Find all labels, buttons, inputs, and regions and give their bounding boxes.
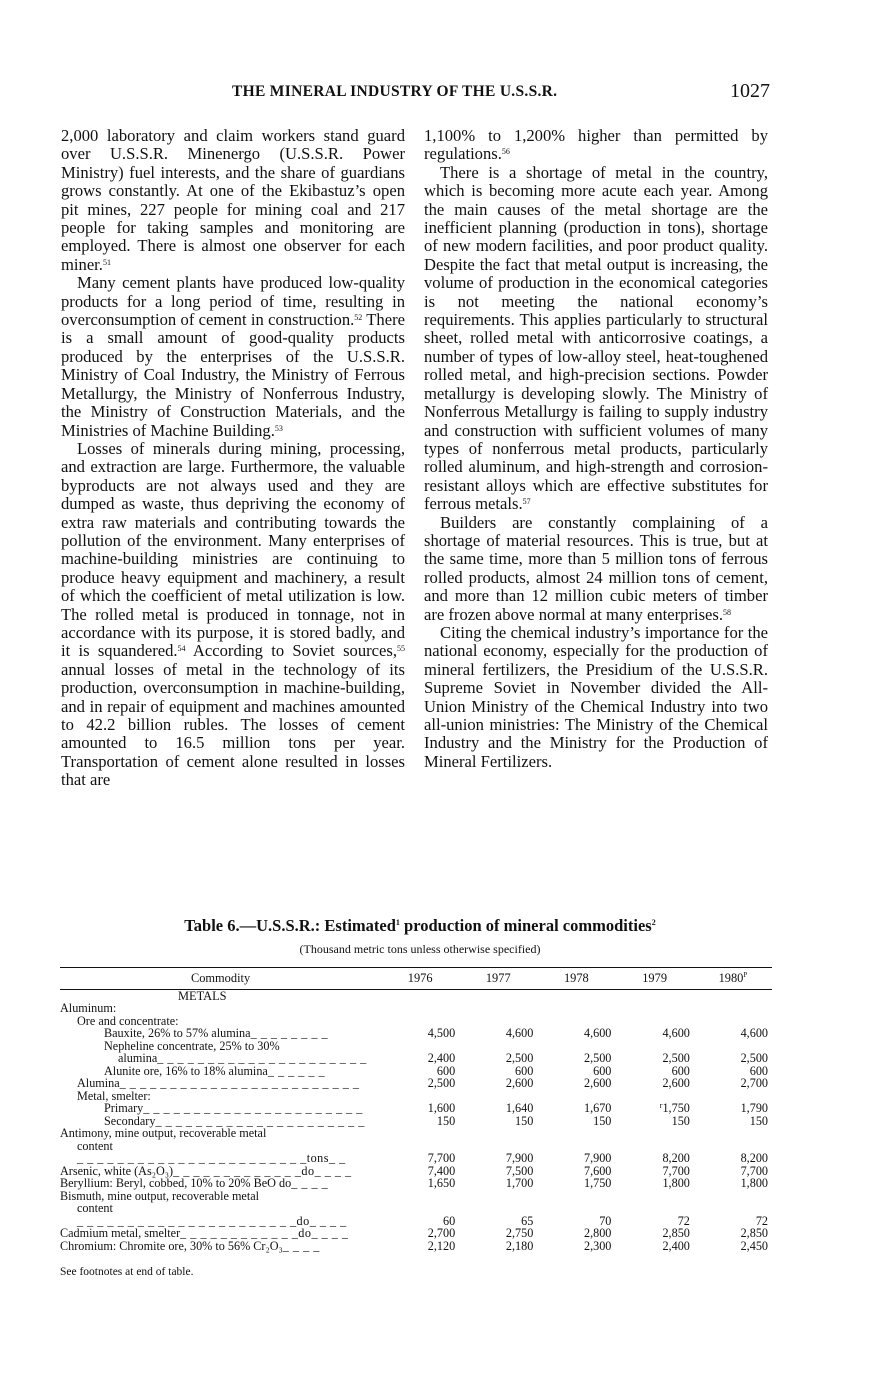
- value-1977: 7,500: [505, 1163, 534, 1178]
- header-1980: [694, 968, 772, 989]
- value-1979: 7,700: [662, 1163, 690, 1178]
- value-1980: 150: [749, 1113, 768, 1128]
- paragraph-text: Losses of minerals during mining, processing, and extraction are large. Furthermore, the valuable byproducts are not always used and they are dumped as waste, thus depriving the economy of extra raw materials and contributing towards the pollution of the environment. Many enterprises of machine-building ministries are continuing to produce heavy equipment and machinery, a result of which the coefficient of metal utilization is low. The rolled metal is produced in tonnage, not in accordance with its purpose, it is stored badly, and it is squandered.: [61, 438, 405, 661]
- footnote-ref: 58: [723, 607, 732, 617]
- footnote-ref: 57: [522, 497, 531, 507]
- value-1980: 2,450: [740, 1238, 768, 1253]
- value-1980: 7,700: [740, 1163, 768, 1178]
- paragraph-text: 1,100% to 1,200% higher than permitted by regulations.: [424, 126, 768, 164]
- header-1976: 1976: [407, 971, 433, 985]
- right-paragraph: [424, 514, 768, 624]
- paragraph-text: There is a small amount of good-quality products produced by the enterprises of the U.S.S.R. Ministry of Coal Industry, the Ministry of Ferrous Metallurgy, the Ministry of Nonferrous Industry, the Ministry of Construction Materials, and the Ministries of Machine Building.: [61, 310, 405, 440]
- dot-leader: _ _ _ _ _ _ _ _ _ _ _ _ _ _ _ _ _ _ _ _ _ _ _ _: [119, 1076, 360, 1090]
- value-1976: 600: [436, 1063, 456, 1078]
- value-1978: 70: [599, 1213, 612, 1228]
- footnote-ref: 54: [177, 644, 186, 654]
- dot-leader: _ _ _ _ _ _ _ _: [250, 1026, 329, 1040]
- header-1980-preliminary-mark: P: [743, 971, 748, 979]
- value-1978: 7,600: [583, 1163, 612, 1178]
- value-1976: 2,120: [427, 1238, 456, 1253]
- value-1977: 150: [515, 1113, 534, 1128]
- table-title-footnote-2: 2: [651, 918, 656, 927]
- value-1980: [694, 1002, 772, 1015]
- value-1980: 8,200: [740, 1151, 768, 1165]
- value-1980: 2,700: [740, 1076, 768, 1090]
- commodity-label: Alunite ore, 16% to 18% alumina: [104, 1063, 268, 1078]
- value-1978: 600: [593, 1063, 612, 1078]
- value-1978: 1,670: [583, 1101, 612, 1115]
- dot-leader: _ _ _ _ _ _ _ _ _ _ _ _do_ _ _ _: [180, 1226, 349, 1240]
- paragraph-text: annual losses of metal in the technology of its production, overconsumption in machine-building, and in repair of equipment and machines amounted to 42.2 billion rubles. The losses of cement amounted to 16.5 million tons per year. Transportation of cement alone resulted in losses that are: [61, 659, 405, 790]
- value-1977: 4,600: [505, 1026, 534, 1040]
- value-1977: [459, 1002, 537, 1015]
- footnote-ref: 55: [396, 644, 405, 654]
- table-subtitle: (Thousand metric tons unless otherwise specified): [299, 942, 541, 956]
- header-1977: 1977: [485, 971, 511, 985]
- dot-leader: _ _ _ _ _ _ _ _ _ _ _ _ _ _ _ _ _ _ _ _ _ _do_ _ _ _: [77, 1213, 347, 1228]
- value-1980: [694, 1190, 772, 1203]
- commodity-label: Beryllium: Beryl, cobbed, 10% to 20% BeO do: [60, 1176, 292, 1190]
- value-1977: 7,900: [505, 1151, 534, 1165]
- value-1976: 60: [443, 1213, 456, 1228]
- value-1977: 2,750: [505, 1226, 534, 1240]
- value-1978: [537, 1002, 615, 1015]
- paragraph-text: There is a shortage of metal in the country, which is becoming more acute each year. Among the main causes of the metal shortage are the inefficient planning (production in tons), shortage of new modern facilities, and poor product quality. Despite the fact that metal output is increasing, the volume of production in the economical categories is not meeting the national economy’s requirements. This applies particularly to structural sheet, rolled metal with anticorrosive coatings, a number of types of low-alloy steel, heat-toughened rolled metal, and high-precision sections. Powder metallurgy is developing slowly. The Ministry of Nonferrous Metallurgy is failing to supply industry and construction with sufficient volumes of many types of nonferrous metal products, particularly rolled aluminum, and high-strength and corrosion-resistant alloys which are effective substitutes for ferrous metals.: [424, 162, 768, 514]
- footnote-ref: 51: [102, 257, 111, 267]
- value-1978: 7,900: [583, 1151, 612, 1165]
- left-paragraph: [61, 440, 405, 790]
- dot-leader: _ _ _ _ _ _ _ _ _ _ _ _ _ _ _ _ _ _ _ _ _ _ _tons_ _: [77, 1151, 346, 1165]
- right-paragraph: [424, 624, 768, 771]
- value-1979: 2,850: [662, 1226, 690, 1240]
- value-1978: 150: [593, 1113, 612, 1128]
- dot-leader: _ _ _ _ _ _ _ _ _ _ _ _ _ _ _ _ _ _ _ _ _: [155, 1113, 365, 1128]
- value-1977: 1,640: [505, 1101, 534, 1115]
- value-1976: [381, 1002, 459, 1015]
- value-1976: 7,700: [427, 1151, 456, 1165]
- page-number: 1027: [730, 80, 770, 102]
- paragraph-text: According to Soviet sources,: [185, 641, 397, 661]
- commodity-name: [60, 1240, 381, 1253]
- footnote-note: See footnotes at end of table.: [60, 1266, 194, 1278]
- table-block: [60, 916, 772, 1278]
- value-1979: [615, 1190, 693, 1203]
- value-1979: 8,200: [662, 1151, 690, 1165]
- value-1976: 2,500: [427, 1076, 456, 1090]
- commodity-label: Aluminum:: [60, 1001, 117, 1015]
- value-1977: 2,500: [505, 1051, 534, 1065]
- value-1976: [381, 1127, 459, 1140]
- value-1976: 4,500: [427, 1026, 456, 1040]
- footnote-ref: 53: [274, 423, 283, 433]
- value-1980: 2,500: [740, 1051, 768, 1065]
- commodity-name: [60, 1140, 381, 1165]
- running-title: THE MINERAL INDUSTRY OF THE U.S.S.R.: [232, 83, 558, 100]
- value-1977: [459, 1190, 537, 1203]
- section-label-metals: METALS: [178, 988, 227, 1003]
- table-title: [68, 916, 772, 936]
- table-row: [60, 1077, 772, 1090]
- dot-leader: _ _ _ _ _ _ _ _ _ _ _ _ _ _ _ _ _ _ _ _ _: [157, 1051, 367, 1065]
- right-column: [424, 127, 768, 771]
- commodity-label: Secondary: [104, 1113, 156, 1128]
- commodity-label: alumina: [118, 1051, 158, 1065]
- paragraph-text: Builders are constantly complaining of a shortage of material resources. This is true, but at the same time, more than 5 million tons of ferrous rolled products, almost 24 million tons of cement, and more than 12 million cubic meters of timber are frozen above normal at many enterprises.: [424, 512, 768, 624]
- right-paragraph: [424, 164, 768, 514]
- commodity-label: Ore and concentrate:: [77, 1013, 179, 1028]
- table-title-text-2: production of mineral commodities: [399, 916, 652, 935]
- dot-leader: _ _ _ _ _ _: [267, 1063, 326, 1078]
- left-paragraph: [61, 274, 405, 440]
- value-1979: 2,400: [662, 1238, 690, 1253]
- value-1980: 4,600: [740, 1026, 768, 1040]
- value-1976: 1,650: [427, 1176, 456, 1190]
- commodity-label: Nepheline concentrate, 25% to 30%: [104, 1038, 280, 1053]
- commodity-label: Cadmium metal, smelter: [60, 1226, 181, 1240]
- commodity-label: Arsenic, white (As₂O₃): [60, 1163, 174, 1178]
- commodity-label: Alumina: [77, 1076, 120, 1090]
- table-row: [60, 1127, 772, 1140]
- paragraph-text: Citing the chemical industry’s importance for the national economy, especially for the production of mineral fertilizers, the Presidium of the U.S.S.R. Supreme Soviet in November divided the All-Union Ministry of the Chemical Industry into two all-union ministries: The Ministry of the Chemical Industry and the Ministry for the Production of Mineral Fertilizers.: [424, 622, 768, 771]
- value-1976: 1,600: [427, 1101, 456, 1115]
- commodity-table: [60, 968, 772, 1252]
- left-paragraph: [61, 127, 405, 274]
- dot-leader: _ _ _ _ _ _ _ _ _ _ _ _ _ _ _ _ _ _ _ _ _ _: [143, 1101, 363, 1115]
- value-1980: 1,800: [740, 1176, 768, 1190]
- commodity-label: Bismuth, mine output, recoverable metal: [60, 1188, 260, 1203]
- value-1980: 600: [749, 1063, 768, 1078]
- header-1980-label: 1980: [718, 971, 744, 985]
- section-row: [60, 990, 772, 1003]
- table-row: [60, 1140, 772, 1165]
- value-1979: 2,500: [662, 1051, 690, 1065]
- value-1978: 2,300: [583, 1238, 612, 1253]
- value-1980: 1,790: [740, 1101, 768, 1115]
- value-1979: 2,600: [662, 1076, 690, 1090]
- value-1976: [381, 1190, 459, 1203]
- value-1980: 72: [755, 1213, 768, 1228]
- table-row: [60, 1190, 772, 1203]
- running-head: [0, 80, 871, 104]
- table-row: [60, 1202, 772, 1227]
- footnote-ref: 52: [354, 313, 363, 323]
- value-1979: 72: [677, 1213, 690, 1228]
- value-1980: [694, 1127, 772, 1140]
- commodity-label: Chromium: Chromite ore, 30% to 56% Cr₂O₃: [60, 1238, 283, 1253]
- table-row: [60, 1102, 772, 1115]
- header-1979: 1979: [642, 971, 668, 985]
- dot-leader: _ _ _ _ _ _ _ _ _ _ _ _ _do_ _ _ _: [173, 1163, 352, 1178]
- revised-mark: r: [659, 1101, 663, 1110]
- value-1976: 2,400: [427, 1051, 456, 1065]
- footnote-ref: 56: [501, 147, 510, 157]
- table-header-row: [60, 968, 772, 989]
- commodity-label: content: [77, 1201, 113, 1215]
- left-column: [61, 127, 405, 790]
- value-1979: $^r$1,750: [659, 1101, 690, 1115]
- value-1976: 150: [436, 1113, 456, 1128]
- value-1976: 7,400: [427, 1163, 456, 1178]
- value-1976: 2,700: [427, 1226, 456, 1240]
- value-1978: [537, 1190, 615, 1203]
- value-1979: [615, 1002, 693, 1015]
- value-1977: 2,180: [505, 1238, 534, 1253]
- value-1977: 65: [521, 1213, 534, 1228]
- commodity-name: [60, 1202, 381, 1227]
- value-1980: 2,850: [740, 1226, 768, 1240]
- commodity-label: Antimony, mine output, recoverable metal: [60, 1126, 267, 1140]
- header-1978: 1978: [563, 971, 589, 985]
- value-1977: 1,700: [505, 1176, 534, 1190]
- value-1979: 1,800: [662, 1176, 690, 1190]
- header-commodity: Commodity: [190, 971, 251, 985]
- value-1979: 600: [671, 1063, 690, 1078]
- right-paragraph: [424, 127, 768, 164]
- value-1978: 2,500: [583, 1051, 612, 1065]
- table-title-footnote-1: 1: [395, 918, 400, 927]
- value-1979: [615, 1127, 693, 1140]
- table-row: [60, 1240, 772, 1253]
- paragraph-text: 2,000 laboratory and claim workers stand guard over U.S.S.R. Minenergo (U.S.S.R. Power Ministry) fuel interests, and the share of guardians grows constantly. At one of the Ekibastuz’s open pit mines, 227 people for mining coal and 217 people for taking samples and monitoring are employed. There is almost one observer for each miner.: [61, 126, 405, 274]
- value-1978: 2,600: [583, 1076, 612, 1090]
- commodity-label: Bauxite, 26% to 57% alumina: [104, 1026, 251, 1040]
- commodity-label: Metal, smelter:: [77, 1088, 151, 1103]
- dot-leader: _ _ _ _: [291, 1176, 329, 1190]
- value-1978: 1,750: [583, 1176, 612, 1190]
- dot-leader: _ _ _ _: [282, 1238, 320, 1253]
- value-1978: [537, 1127, 615, 1140]
- value-1979: 4,600: [662, 1026, 690, 1040]
- value-1977: 2,600: [505, 1076, 534, 1090]
- value-1977: 600: [515, 1063, 534, 1078]
- paragraph-text: Many cement plants have produced low-quality products for a long period of time, resulting in overconsumption of cement in construction.: [61, 273, 405, 330]
- commodity-label: content: [77, 1138, 113, 1153]
- value-1978: 2,800: [583, 1226, 612, 1240]
- value-1978: 4,600: [583, 1026, 612, 1040]
- table-title-text-1: Table 6.—U.S.S.R.: Estimated: [184, 916, 396, 935]
- value-1977: [459, 1127, 537, 1140]
- commodity-label: Primary: [104, 1101, 144, 1115]
- value-1979: 150: [671, 1113, 690, 1128]
